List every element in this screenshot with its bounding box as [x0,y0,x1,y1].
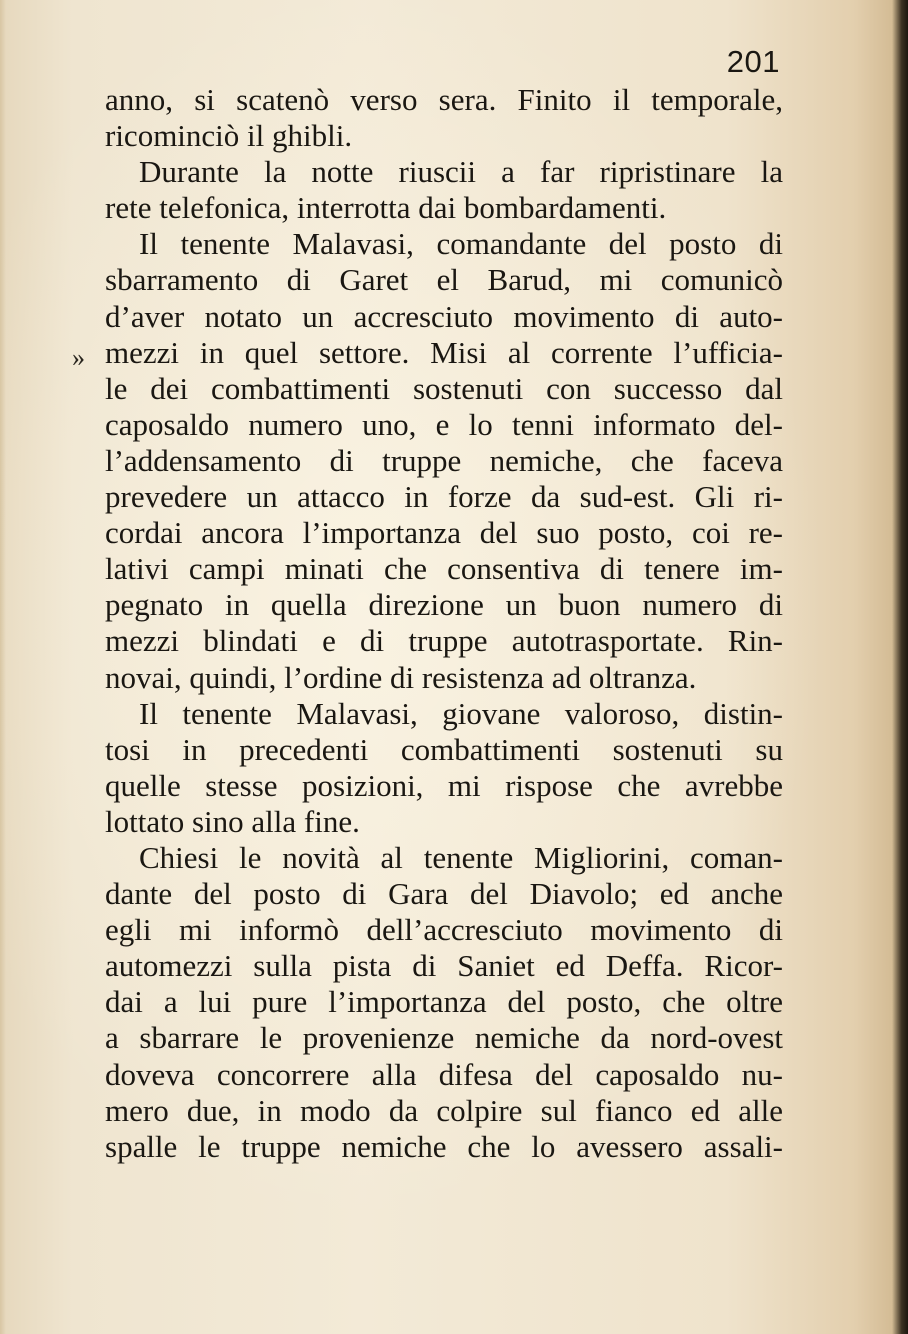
text-line: prevedere un attacco in forze da sud-est. Gli ri- [105,479,783,515]
text-line: mezzi in quel settore. Misi al corrente l’ufficia- [105,334,783,370]
text-line: spalle le truppe nemiche che lo avessero assali- [105,1128,783,1164]
page-binding-shadow [892,0,908,1334]
text-line: lativi campi minati che consentiva di tenere im- [105,551,783,587]
text-line: Il tenente Malavasi, giovane valoroso, distin- [139,695,783,731]
text-line: tosi in precedenti combattimenti sostenuti su [105,731,783,767]
body-text [105,82,783,1165]
margin-mark: » [72,343,85,372]
text-line: mezzi blindati e di truppe autotrasportate. Rin- [105,623,783,659]
text-line: doveva concorrere alla difesa del caposaldo nu- [105,1056,783,1092]
text-line: le dei combattimenti sostenuti con successo dal [105,370,783,406]
text-line: dante del posto di Gara del Diavolo; ed anche [105,876,783,912]
text-line: dai a lui pure l’importanza del posto, che oltre [105,984,783,1020]
text-line: Durante la notte riuscii a far ripristinare la [139,154,783,190]
page-number: 201 [726,44,780,79]
text-line: lottato sino alla fine. [105,803,360,839]
text-line: anno, si scatenò verso sera. Finito il temporale, [105,82,783,117]
text-line: sbarramento di Garet el Barud, mi comunicò [105,262,783,298]
text-line: egli mi informò dell’accresciuto movimento di [105,912,783,948]
text-line: Chiesi le novità al tenente Migliorini, coman- [139,839,783,875]
text-line: quelle stesse posizioni, mi rispose che avrebbe [105,767,783,803]
text-line: automezzi sulla pista di Saniet ed Deffa. Ricor- [105,948,783,984]
text-line: Il tenente Malavasi, comandante del posto di [139,226,783,262]
text-line: rete telefonica, interrotta dai bombardamenti. [105,190,667,226]
text-line: cordai ancora l’importanza del suo posto, coi re- [105,515,783,551]
text-line: l’addensamento di truppe nemiche, che faceva [105,442,783,478]
text-line: mero due, in modo da colpire sul fianco ed alle [105,1092,783,1128]
text-line: a sbarrare le provenienze nemiche da nord-ovest [105,1020,783,1056]
text-line: novai, quindi, l’ordine di resistenza ad oltranza. [105,659,697,695]
text-line: caposaldo numero uno, e lo tenni informato del- [105,406,783,442]
text-line: pegnato in quella direzione un buon numero di [105,587,783,623]
text-line: ricominciò il ghibli. [105,118,353,154]
page-left-edge [0,0,6,1334]
text-line: d’aver notato un accresciuto movimento di auto- [105,298,783,334]
